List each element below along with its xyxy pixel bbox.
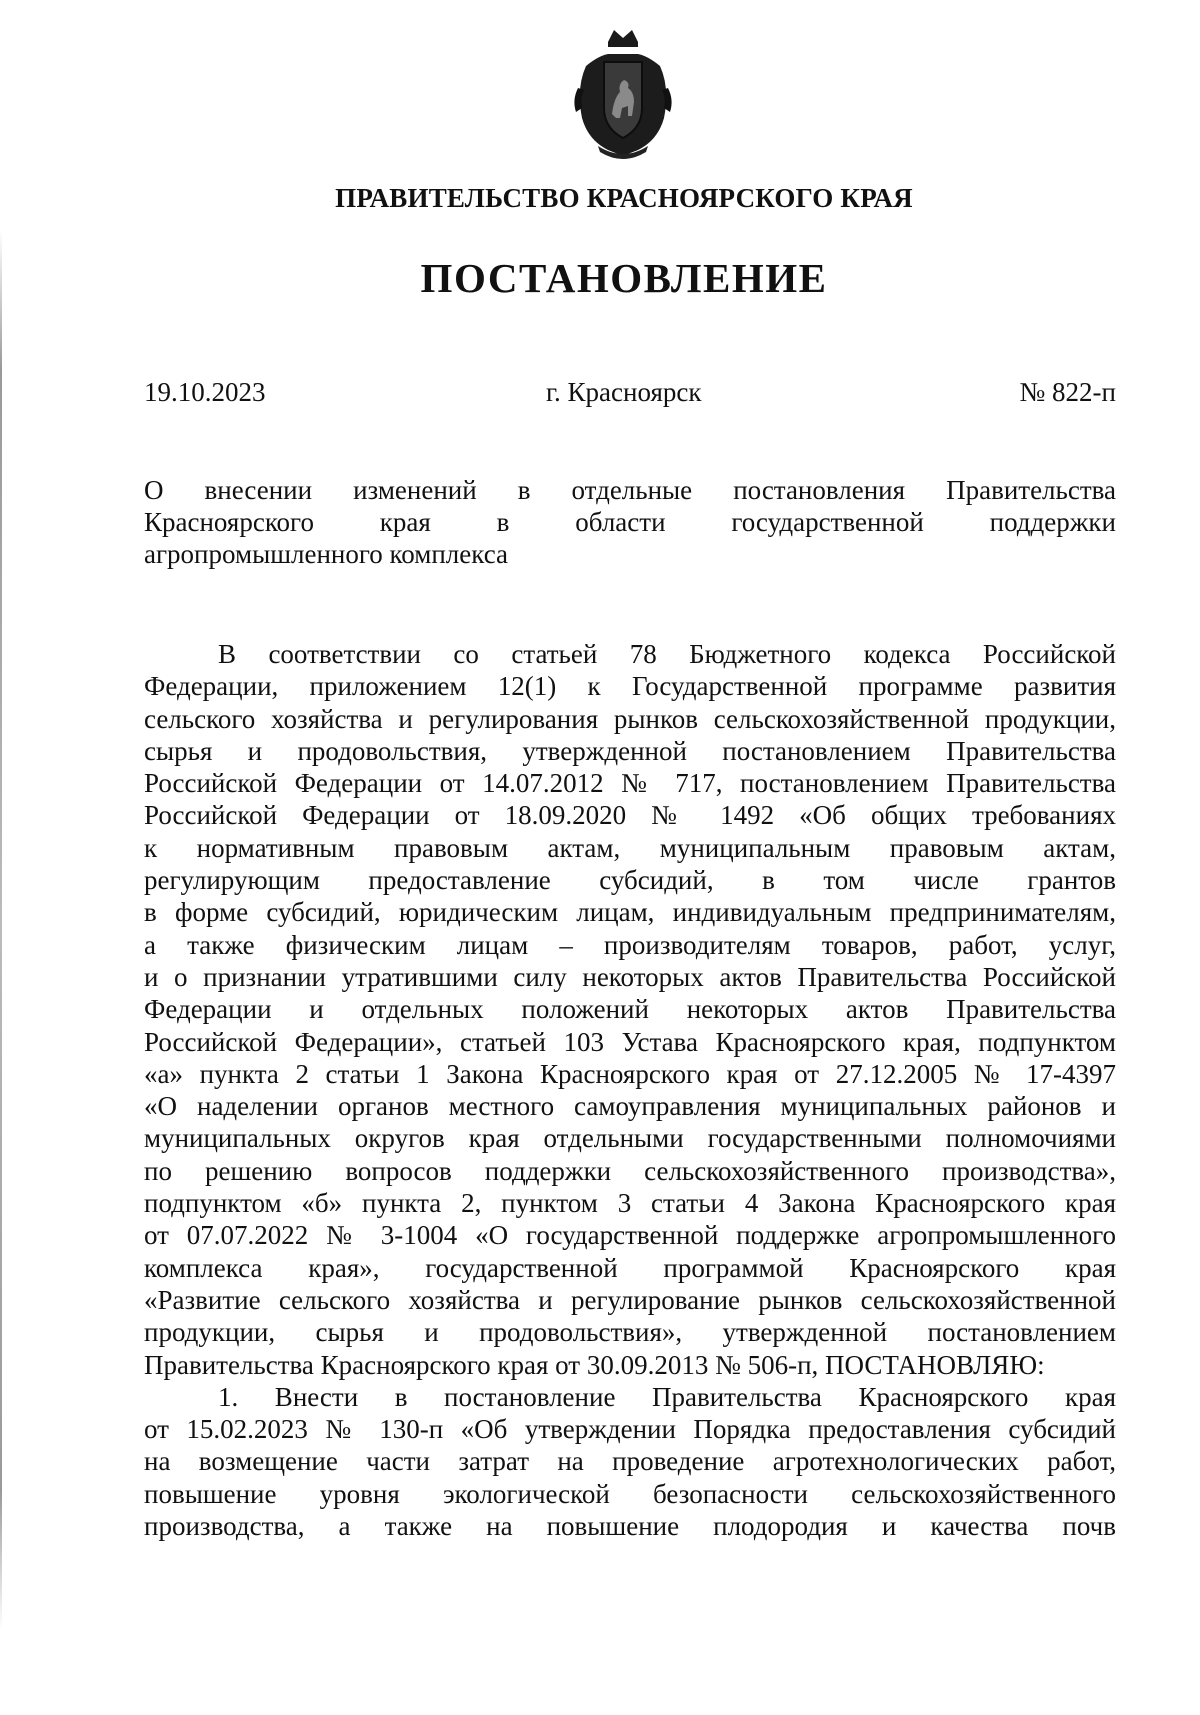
document-number: № 822-п xyxy=(1019,377,1116,407)
body-line: от 07.07.2022 № 3-1004 «О государственной поддержке агропромышленного xyxy=(144,1220,1116,1251)
organization-title: ПРАВИТЕЛЬСТВО КРАСНОЯРСКОГО КРАЯ xyxy=(335,183,913,213)
body-line: в форме субсидий, юридическим лицам, индивидуальным предпринимателям, xyxy=(144,897,1116,928)
document-city: г. Красноярск xyxy=(546,377,702,407)
body-line: «Развитие сельского хозяйства и регулирование рынков сельскохозяйственной xyxy=(144,1284,1116,1315)
body-line: Российской Федерации от 18.09.2020 № 1492 «Об общих требованиях xyxy=(144,800,1116,831)
body-line: Федерации и отдельных положений некоторых актов Правительства xyxy=(144,994,1116,1025)
subject-line: Красноярского края в области государственной поддержки xyxy=(144,507,1116,537)
body-line: на возмещение части затрат на проведение агротехнологических работ, xyxy=(144,1446,1116,1477)
body-line: «а» пункта 2 статьи 1 Закона Красноярского края от 27.12.2005 № 17-4397 xyxy=(144,1058,1116,1089)
document-body xyxy=(144,638,1116,1542)
subject-line: агропромышленного комплекса xyxy=(144,539,508,569)
body-line: Правительства Красноярского края от 30.09.2013 № 506-п, ПОСТАНОВЛЯЮ: xyxy=(144,1349,1045,1380)
coat-of-arms-icon xyxy=(568,28,678,160)
body-line: по решению вопросов поддержки сельскохозяйственного производства», xyxy=(144,1155,1116,1186)
body-line: муниципальных округов края отдельными государственными полномочиями xyxy=(144,1123,1116,1154)
body-line: а также физическим лицам – производителям товаров, работ, услуг, xyxy=(144,929,1116,960)
body-line: производства, а также на повышение плодородия и качества почв xyxy=(144,1511,1116,1542)
scan-edge xyxy=(0,230,2,1630)
body-line: сырья и продовольствия, утвержденной постановлением Правительства xyxy=(144,735,1116,766)
body-line: «О наделении органов местного самоуправления муниципальных районов и xyxy=(144,1091,1116,1122)
body-line: к нормативным правовым актам, муниципальным правовым актам, xyxy=(144,832,1116,863)
body-line: и о признании утратившими силу некоторых актов Правительства Российской xyxy=(144,961,1116,992)
body-line: комплекса края», государственной программой Красноярского края xyxy=(144,1252,1116,1283)
body-line: повышение уровня экологической безопасности сельскохозяйственного xyxy=(144,1478,1116,1509)
body-line: Федерации, приложением 12(1) к Государственной программе развития xyxy=(144,671,1116,702)
body-line: Российской Федерации от 14.07.2012 № 717, постановлением Правительства xyxy=(144,768,1116,799)
body-line: Российской Федерации», статьей 103 Устава Красноярского края, подпунктом xyxy=(144,1026,1116,1057)
body-line: В соответствии со статьей 78 Бюджетного кодекса Российской xyxy=(218,639,1116,669)
document-subject xyxy=(144,474,1116,570)
body-line: от 15.02.2023 № 130-п «Об утверждении Порядка предоставления субсидий xyxy=(144,1414,1116,1445)
body-line: сельского хозяйства и регулирования рынков сельскохозяйственной продукции, xyxy=(144,703,1116,734)
body-line: регулирующим предоставление субсидий, в том числе грантов xyxy=(144,865,1116,896)
document-meta xyxy=(144,377,1116,411)
body-line: 1. Внести в постановление Правительства Красноярского края xyxy=(218,1381,1116,1412)
document-type-title: ПОСТАНОВЛЕНИЕ xyxy=(420,255,828,301)
body-line: подпунктом «б» пункта 2, пунктом 3 статьи 4 Закона Красноярского края xyxy=(144,1188,1116,1219)
document-date: 19.10.2023 xyxy=(144,377,266,407)
body-line: продукции, сырья и продовольствия», утвержденной постановлением xyxy=(144,1317,1116,1348)
subject-line: О внесении изменений в отдельные постановления Правительства xyxy=(144,475,1116,505)
